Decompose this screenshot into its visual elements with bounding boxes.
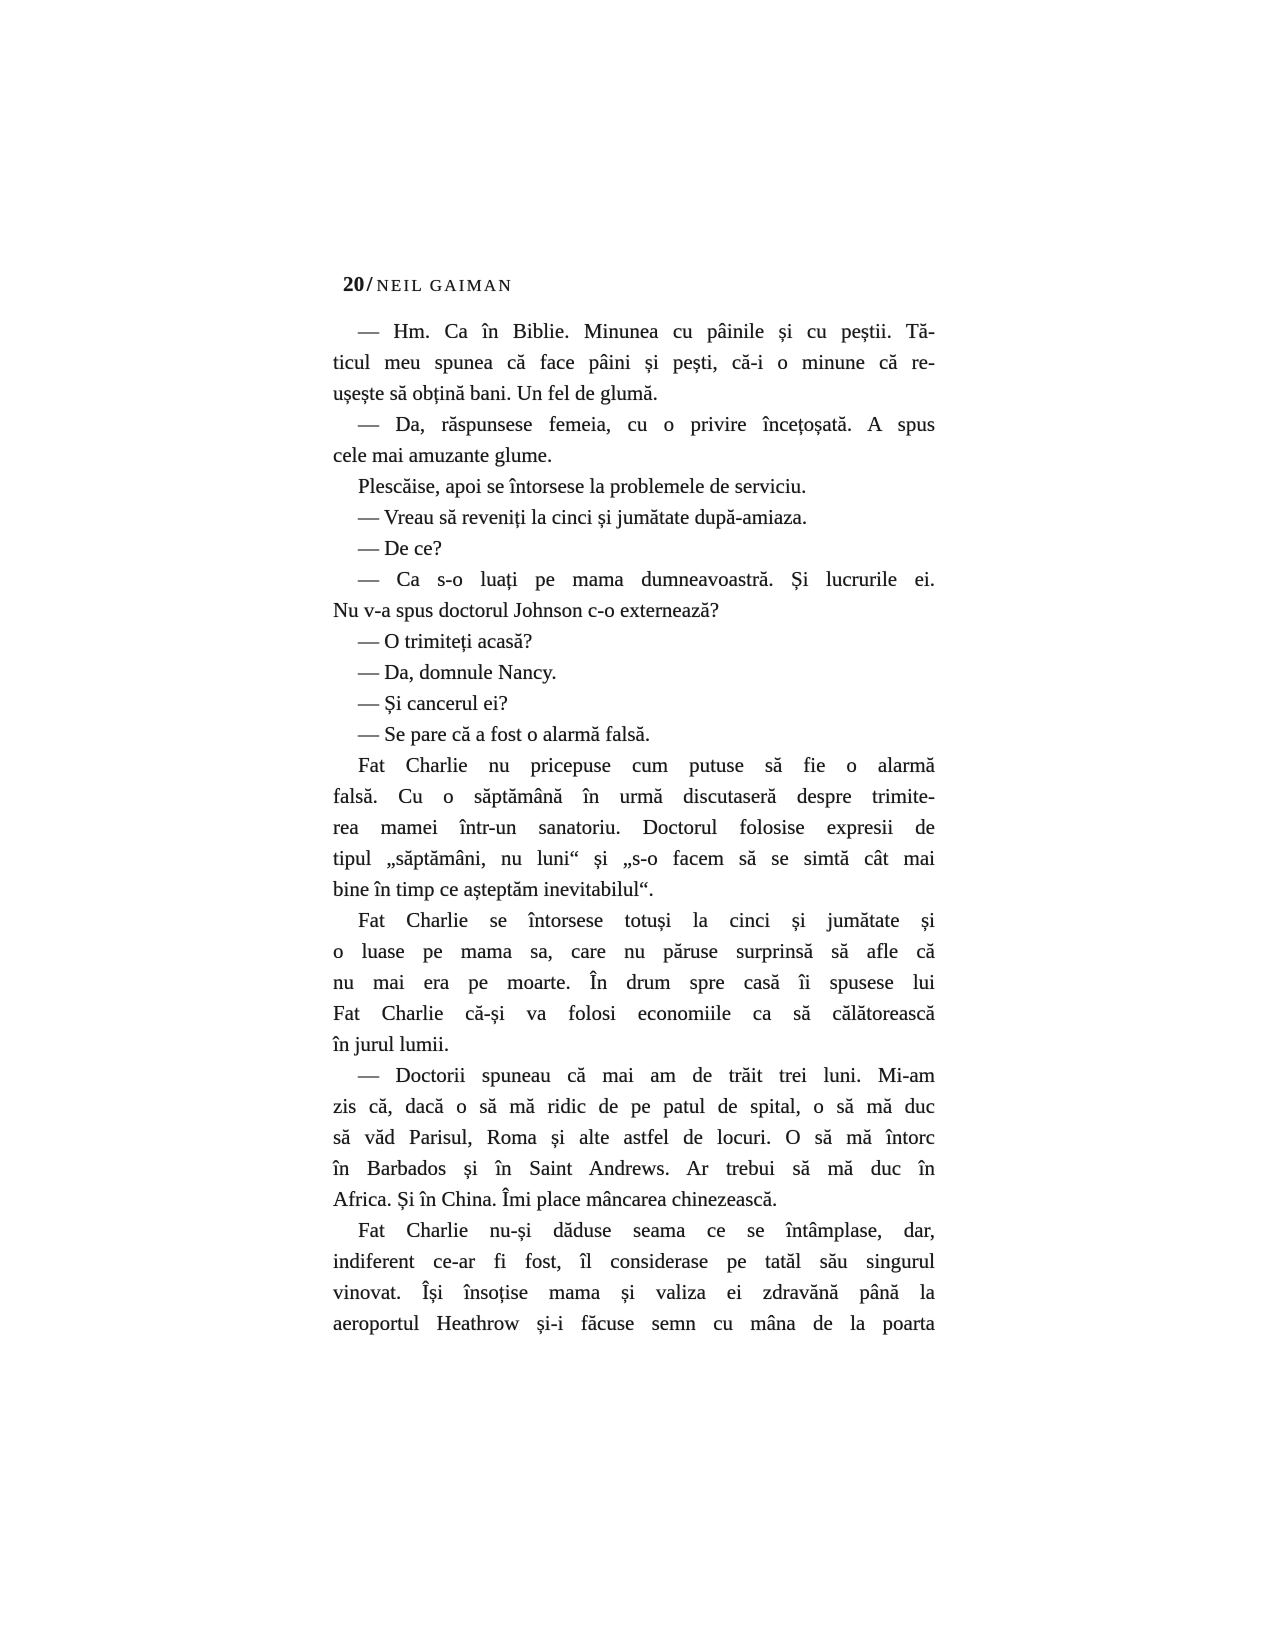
text-line: Fat Charlie nu pricepuse cum putuse să fie o alarmă — [358, 753, 935, 777]
text-line: — Și cancerul ei? — [358, 691, 508, 715]
text-line: ticul meu spunea că face pâini și pești, că-i o minune că re- — [333, 350, 935, 374]
text-line: — Doctorii spuneau că mai am de trăit trei luni. Mi-am — [358, 1063, 935, 1087]
text-line: falsă. Cu o săptămână în urmă discutaseră despre trimite- — [333, 784, 935, 808]
text-line: bine în timp ce așteptăm inevitabilul“. — [333, 877, 654, 901]
text-line: Fat Charlie se întorsese totuși la cinci și jumătate și — [358, 908, 935, 932]
text-line: cele mai amuzante glume. — [333, 443, 553, 467]
text-line: — Ca s-o luați pe mama dumneavoastră. Și lucrurile ei. — [358, 567, 935, 591]
header-separator: / — [366, 272, 373, 296]
text-line: — De ce? — [358, 536, 442, 560]
text-line: o luase pe mama sa, care nu păruse surprinsă să afle că — [333, 939, 935, 963]
text-line: Africa. Și în China. Îmi place mâncarea chinezească. — [333, 1187, 778, 1211]
text-line: — Hm. Ca în Biblie. Minunea cu pâinile și cu peștii. Tă- — [358, 319, 935, 343]
text-line: tipul „săptămâni, nu luni“ și „s-o facem să se simtă cât mai — [333, 846, 935, 870]
page-number: 20 — [343, 272, 365, 296]
text-line: rea mamei într-un sanatoriu. Doctorul folosise expresii de — [333, 815, 935, 839]
text-line: nu mai era pe moarte. În drum spre casă îi spusese lui — [333, 970, 935, 994]
text-line: — Da, domnule Nancy. — [358, 660, 557, 684]
author-name: NEIL GAIMAN — [376, 276, 513, 295]
text-block — [333, 316, 935, 1339]
text-line: Plescăise, apoi se întorsese la problemele de serviciu. — [358, 474, 807, 498]
text-line: — O trimiteți acasă? — [358, 629, 533, 653]
running-header — [343, 272, 513, 298]
text-line: în Barbados și în Saint Andrews. Ar trebui să mă duc în — [333, 1156, 935, 1180]
text-line: aeroportul Heathrow și-i făcuse semn cu mâna de la poarta — [333, 1311, 935, 1335]
text-line: în jurul lumii. — [333, 1032, 450, 1056]
text-line: Nu v-a spus doctorul Johnson c-o externează? — [333, 598, 720, 622]
text-line: zis că, dacă o să mă ridic de pe patul de spital, o să mă duc — [333, 1094, 935, 1118]
text-line: indiferent ce-ar fi fost, îl considerase pe tatăl său singurul — [333, 1249, 935, 1273]
text-line: ușește să obțină bani. Un fel de glumă. — [333, 381, 658, 405]
text-line: să văd Parisul, Roma și alte astfel de locuri. O să mă întorc — [333, 1125, 935, 1149]
text-line: — Se pare că a fost o alarmă falsă. — [358, 722, 651, 746]
text-line: — Vreau să reveniți la cinci și jumătate după-amiaza. — [358, 505, 808, 529]
text-line: vinovat. Își însoțise mama și valiza ei zdravănă până la — [333, 1280, 935, 1304]
text-line: Fat Charlie că-și va folosi economiile ca să călătorească — [333, 1001, 935, 1025]
text-line: Fat Charlie nu-și dăduse seama ce se întâmplase, dar, — [358, 1218, 935, 1242]
text-line: — Da, răspunsese femeia, cu o privire încețoșată. A spus — [358, 412, 935, 436]
